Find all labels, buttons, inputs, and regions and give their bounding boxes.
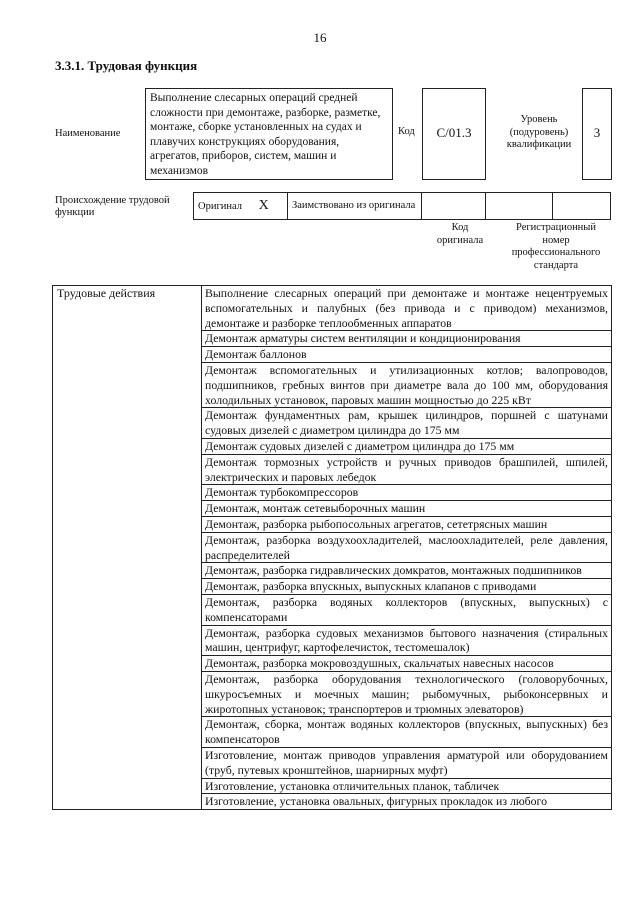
level-box bbox=[582, 88, 612, 180]
code-label: Код bbox=[398, 126, 415, 137]
borrowed-cell bbox=[288, 193, 422, 220]
action-item: Демонтаж тормозных устройств и ручных приводов брашпилей, шпилей, электрических и паровых лебедок bbox=[202, 454, 612, 485]
table-row bbox=[53, 286, 612, 331]
reg-number-cell bbox=[553, 193, 611, 220]
original-cell bbox=[194, 193, 288, 220]
action-item: Демонтаж баллонов bbox=[202, 347, 612, 363]
reg-number-caption: Регистрационный номер профессионального стандарта bbox=[511, 222, 601, 271]
action-item: Демонтаж, разборка судовых механизмов бытового назначения (стиральных машин, центрифуг, картофелечисток, тестомешалок) bbox=[202, 625, 612, 656]
action-item: Демонтаж, разборка впускных, выпускных клапанов с приводами bbox=[202, 579, 612, 595]
name-label: Наименование bbox=[55, 128, 121, 139]
action-item: Демонтаж, разборка мокровоздушных, скальчатых навесных насосов bbox=[202, 656, 612, 672]
action-item: Демонтаж, сборка, монтаж водяных коллекторов (впускных, выпускных) без компенсаторов bbox=[202, 717, 612, 748]
action-item: Демонтаж судовых дизелей с диаметром цилиндра до 175 мм bbox=[202, 438, 612, 454]
action-item: Демонтаж, разборка водяных коллекторов (впускных, выпускных) с компенсаторами bbox=[202, 594, 612, 625]
action-item: Демонтаж турбокомпрессоров bbox=[202, 485, 612, 501]
code-box bbox=[422, 88, 486, 180]
action-item: Выполнение слесарных операций при демонтаже и монтаже нецентруемых вспомогательных и палубных (без привода и с приводом) механизмов, демонтаже и разборке теплообменных аппаратов bbox=[202, 286, 612, 331]
labor-actions-table bbox=[52, 285, 612, 810]
action-item: Изготовление, монтаж приводов управления арматурой или оборудованием (труб, путевых кронштейнов, шарнирных муфт) bbox=[202, 747, 612, 778]
action-item: Демонтаж, разборка рыбопосольных агрегатов, сететрясных машин bbox=[202, 516, 612, 532]
code-value: С/01.3 bbox=[436, 125, 472, 140]
action-item: Демонтаж, монтаж сетевыборочных машин bbox=[202, 501, 612, 517]
level-value: 3 bbox=[593, 125, 601, 140]
function-name: Выполнение слесарных операций средней сложности при демонтаже, разборке, разметке, монтаже, сборке установленных на судах и плавучих конструкциях оборудования, агрегатов, приборов, систем, машин и механизмов bbox=[150, 92, 381, 177]
actions-header: Трудовые действия bbox=[53, 286, 202, 810]
action-item: Демонтаж вспомогательных и утилизационных котлов; валопроводов, подшипников, гребных винтов при диаметре вала до 100 мм, оборудования холодильных установок, паровых машин мощностью до 225 кВт bbox=[202, 362, 612, 407]
level-label: Уровень (подуровень) квалификации bbox=[506, 114, 572, 150]
action-item: Демонтаж, разборка воздухоохладителей, маслоохладителей, реле давления, распределителей bbox=[202, 532, 612, 563]
function-name-box bbox=[145, 88, 393, 180]
page-number: 16 bbox=[313, 30, 327, 45]
origin-label: Происхождение трудовой функции bbox=[55, 195, 170, 218]
action-item: Демонтаж арматуры систем вентиляции и кондиционирования bbox=[202, 331, 612, 347]
borrowed-mark-cell bbox=[422, 193, 486, 220]
action-item: Демонтаж, разборка гидравлических домкратов, монтажных подшипников bbox=[202, 563, 612, 579]
original-code-cell bbox=[486, 193, 553, 220]
original-label: Оригинал bbox=[198, 200, 242, 212]
original-mark: X bbox=[258, 197, 269, 213]
action-item: Изготовление, установка овальных, фигурных прокладок из любого bbox=[202, 794, 612, 810]
section-title: 3.3.1. Трудовая функция bbox=[55, 58, 198, 73]
action-item: Демонтаж фундаментных рам, крышек цилиндров, поршней с шатунами судовых дизелей с диаметром цилиндра до 175 мм bbox=[202, 408, 612, 439]
borrowed-label: Заимствовано из оригинала bbox=[292, 200, 416, 211]
origin-table bbox=[193, 192, 611, 220]
action-item: Демонтаж, разборка оборудования технологического (головорубочных, шкуросъемных и моечных машин; рыбомучных, рыбоконсервных и жиротопных установок; транспортеров и трюмных элеваторов) bbox=[202, 671, 612, 716]
action-item: Изготовление, установка отличительных планок, табличек bbox=[202, 778, 612, 794]
original-code-caption: Код оригинала bbox=[436, 222, 484, 246]
